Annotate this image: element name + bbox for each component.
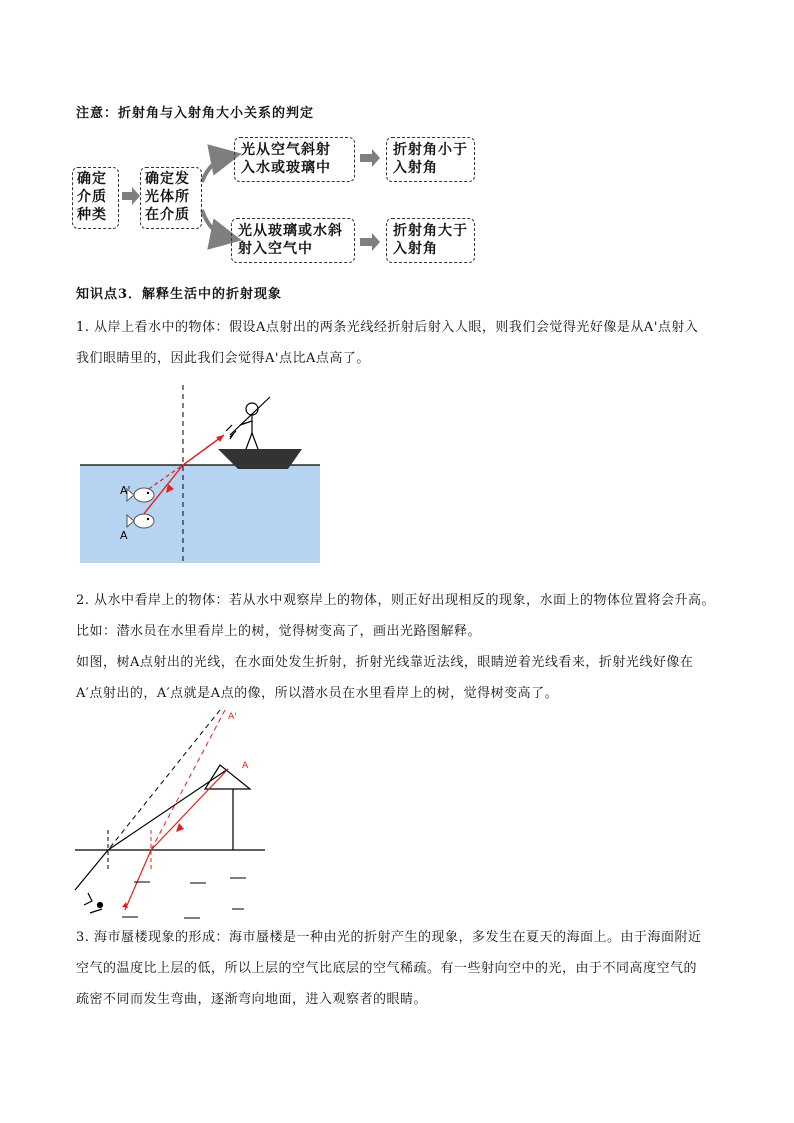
- p3-line2: 空气的温度比上层的低，所以上层的空气比底层的空气稀疏。有一些射向空中的光，由于不同高度空气的: [76, 961, 698, 976]
- ray-black-incident: [108, 769, 228, 850]
- p2-line3: 如图，树A点射出的光线，在水面处发生折射，折射光线靠近法线，眼睛逆着光线看来，折射光线好像在: [76, 655, 694, 670]
- water-area: [80, 465, 320, 563]
- result-air-line1: 折射角小于: [393, 142, 468, 158]
- result-glass-line2: 入射角: [393, 241, 438, 257]
- refracted-ray-air: [183, 435, 224, 465]
- flow-result-air: [386, 137, 475, 182]
- paragraph-2: [76, 585, 726, 709]
- ray-red-refracted: [125, 850, 151, 910]
- curve-arrow-up: [202, 156, 230, 182]
- flow-result-glass: [386, 218, 475, 263]
- arrow-right-icon: [360, 233, 380, 251]
- p1-line2: 我们眼睛里的，因此我们会觉得A'点比A点高了。: [76, 351, 370, 366]
- result-glass-line1: 折射角大于: [393, 223, 468, 239]
- curve-arrow-down: [202, 210, 230, 238]
- arrow-right-icon: [122, 187, 140, 205]
- figure-fish-refraction: [80, 385, 325, 565]
- p2-line1: 2. 从水中看岸上的物体：若从水中观察岸上的物体，则正好出现相反的现象，水面上的物体位置将会升高。: [76, 593, 716, 608]
- paragraph-3: [76, 922, 726, 1015]
- flow-case-air: [234, 137, 355, 182]
- label-a-prime: A': [228, 712, 237, 722]
- figure-tree-refraction: [70, 705, 270, 925]
- p2-line4: A′点射出的，A′点就是A点的像，所以潜水员在水里看岸上的树，觉得树变高了。: [76, 686, 559, 701]
- case-glass-line1: 光从玻璃或水斜: [238, 223, 343, 239]
- label-a: A: [120, 529, 128, 542]
- p3-line1: 3. 海市蜃楼现象的形成：海市蜃楼是一种由光的折射产生的现象，多发生在夏天的海面上。由于海面附近: [76, 930, 702, 945]
- p2-line2: 比如：潜水员在水里看岸上的树，觉得树变高了，画出光路图解释。: [76, 624, 482, 639]
- section-title: 知识点3．解释生活中的折射现象: [76, 287, 283, 302]
- note-title: 注意：折射角与入射角大小关系的判定: [76, 106, 315, 121]
- case-glass-line2: 射入空气中: [238, 241, 313, 257]
- case-air-line2: 入水或玻璃中: [241, 160, 331, 176]
- diver-icon: [84, 893, 103, 913]
- p1-line1: 1. 从岸上看水中的物体：假设A点射出的两条光线经折射后射入人眼，则我们会觉得光好像是从A'点射入: [76, 320, 699, 335]
- water-marks: [122, 878, 246, 918]
- case-air-line1: 光从空气斜射: [241, 142, 331, 158]
- ray-black-virtual: [108, 710, 220, 850]
- arrow-right-icon: [360, 149, 380, 167]
- ray-black-refracted: [75, 850, 108, 890]
- label-a-prime: A': [120, 484, 131, 497]
- p3-line3: 疏密不同而发生弯曲，逐渐弯向地面，进入观察者的眼睛。: [76, 992, 428, 1007]
- person-icon: [226, 397, 270, 449]
- flow-step2: 确定发光体所在介质: [140, 167, 202, 229]
- flow-case-glass: [231, 218, 355, 263]
- result-air-line2: 入射角: [393, 160, 438, 176]
- flow-step1: 确定介质种类: [72, 167, 119, 229]
- paragraph-1: [76, 312, 726, 374]
- label-a: A: [242, 761, 249, 771]
